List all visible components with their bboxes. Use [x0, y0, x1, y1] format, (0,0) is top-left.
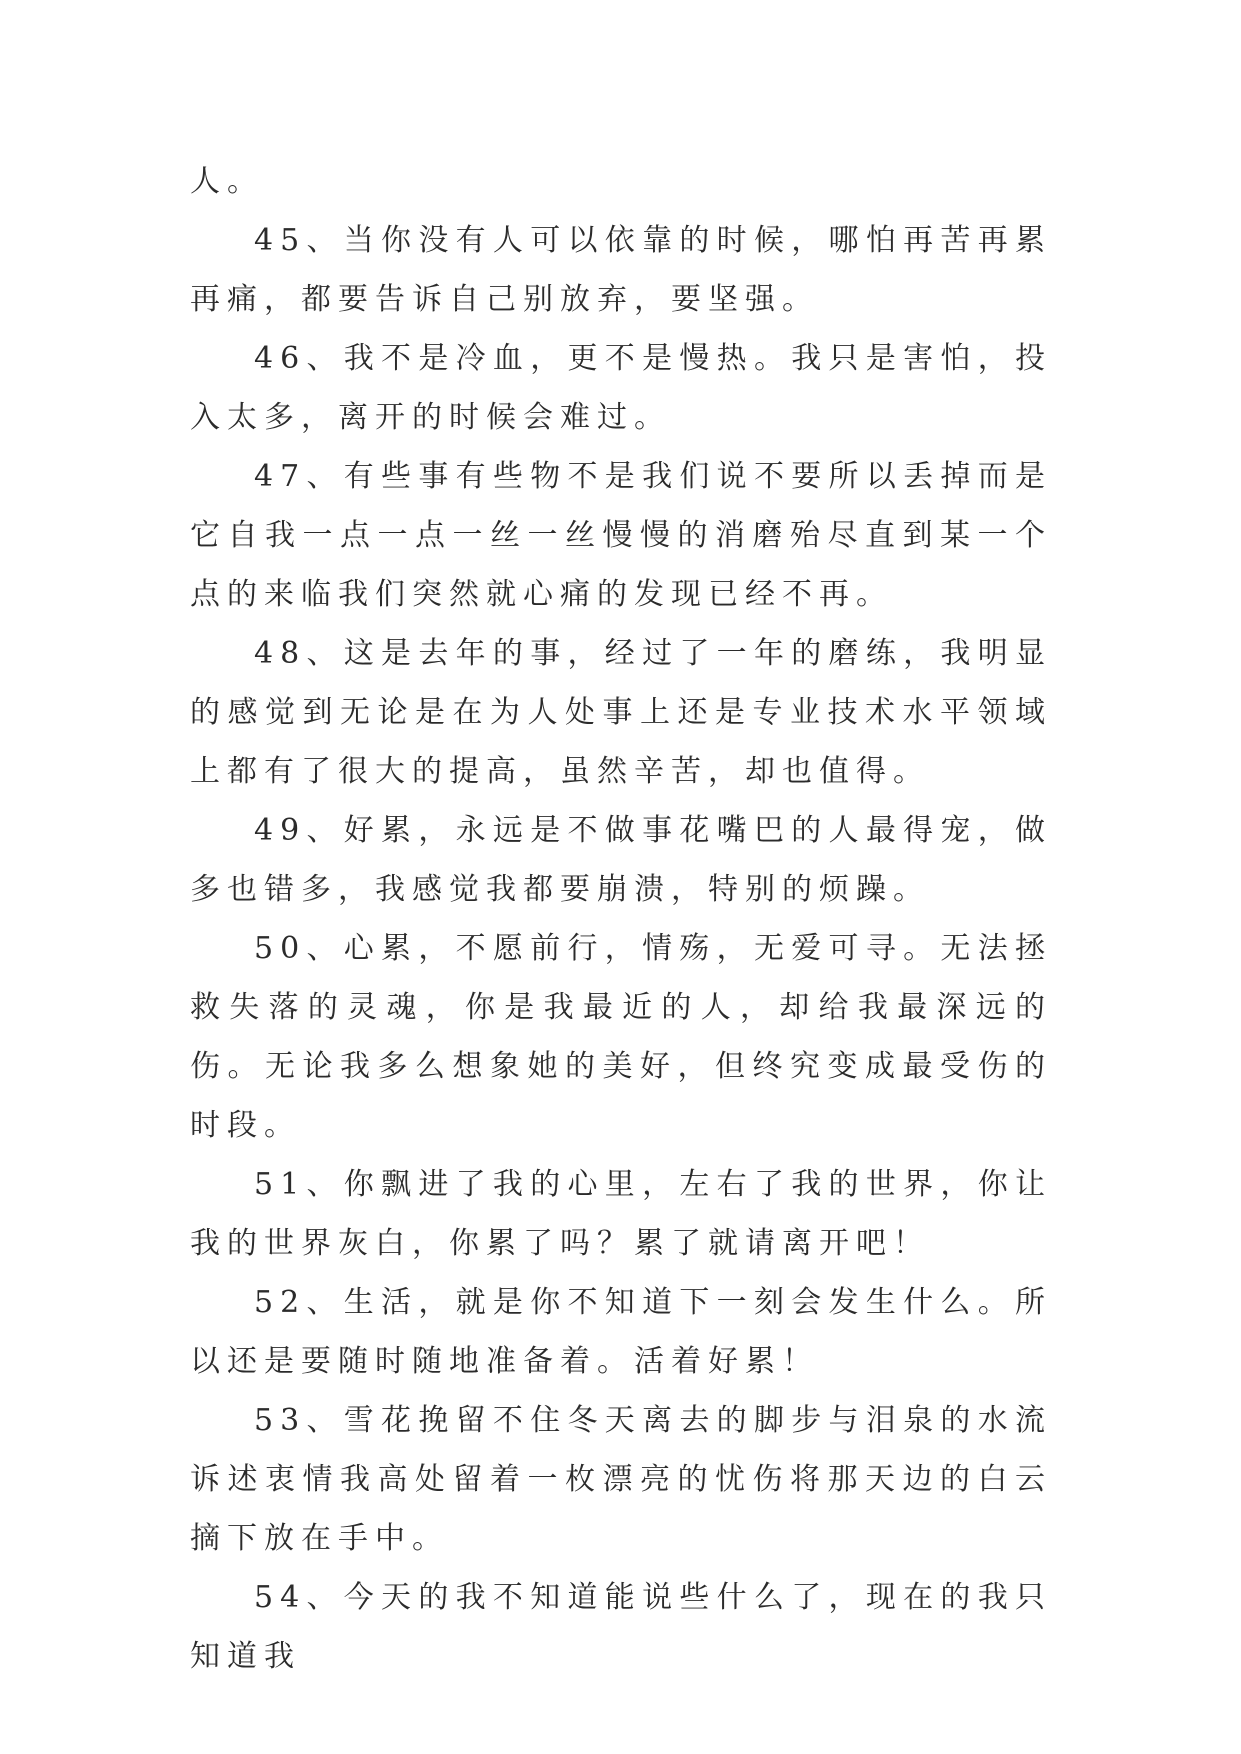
paragraph: 46、我不是冷血，更不是慢热。我只是害怕，投入太多，离开的时候会难过。	[190, 341, 1052, 435]
paragraph: 48、这是去年的事，经过了一年的磨练，我明显的感觉到无论是在为人处事上还是专业技术水平领域上都有了很大的提高，虽然辛苦，却也值得。	[190, 636, 1052, 789]
paragraph: 50、心累，不愿前行，情殇，无爱可寻。无法拯救失落的灵魂，你是我最近的人，却给我最深远的伤。无论我多么想象她的美好，但终究变成最受伤的时段。	[190, 931, 1052, 1143]
paragraph: 人。	[190, 164, 264, 199]
paragraph: 47、有些事有些物不是我们说不要所以丢掉而是它自我一点一点一丝一丝慢慢的消磨殆尽直到某一个点的来临我们突然就心痛的发现已经不再。	[190, 459, 1052, 612]
paragraph: 51、你飘进了我的心里，左右了我的世界，你让我的世界灰白，你累了吗？累了就请离开吧！	[190, 1167, 1052, 1261]
paragraph: 45、当你没有人可以依靠的时候，哪怕再苦再累再痛，都要告诉自己别放弃，要坚强。	[190, 223, 1052, 317]
paragraph: 54、今天的我不知道能说些什么了，现在的我只知道我	[190, 1580, 1052, 1674]
document-body	[190, 152, 1052, 1686]
paragraph: 49、好累，永远是不做事花嘴巴的人最得宠，做多也错多，我感觉我都要崩溃，特别的烦躁。	[190, 813, 1052, 907]
paragraph: 52、生活，就是你不知道下一刻会发生什么。所以还是要随时随地准备着。活着好累！	[190, 1285, 1052, 1379]
paragraph: 53、雪花挽留不住冬天离去的脚步与泪泉的水流诉述衷情我高处留着一枚漂亮的忧伤将那天边的白云摘下放在手中。	[190, 1403, 1052, 1556]
